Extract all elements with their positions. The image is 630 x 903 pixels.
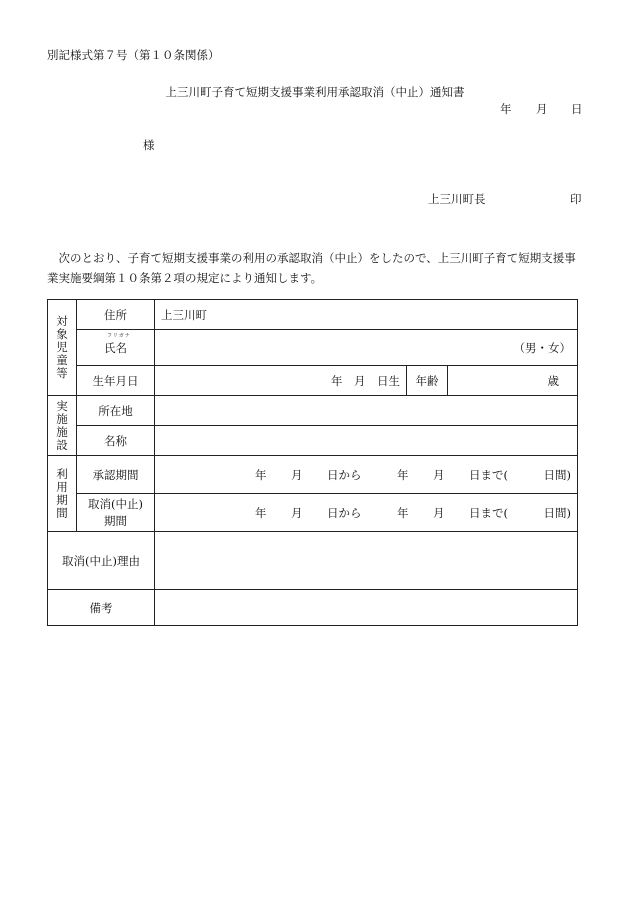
date-month: 月 bbox=[536, 102, 548, 116]
name-label: フリガナ 氏名 bbox=[104, 332, 131, 355]
table-row bbox=[48, 426, 578, 456]
table-row bbox=[48, 456, 578, 494]
address-label: 住所 bbox=[77, 300, 155, 330]
table-row bbox=[48, 396, 578, 426]
seal-mark: 印 bbox=[570, 192, 582, 206]
address-field[interactable]: 上三川町 bbox=[155, 300, 578, 330]
document-title: 上三川町子育て短期支援事業利用承認取消（中止）通知書 bbox=[165, 85, 465, 99]
table-row bbox=[48, 300, 578, 330]
table-row bbox=[48, 532, 578, 590]
table-row bbox=[48, 590, 578, 626]
reason-label: 取消(中止)理由 bbox=[48, 532, 155, 590]
group-target-label: 対 象 児 童 等 bbox=[48, 300, 77, 396]
name-field[interactable] bbox=[155, 330, 578, 366]
table-row bbox=[48, 366, 578, 396]
location-field[interactable] bbox=[155, 396, 578, 426]
date-year: 年 bbox=[500, 102, 512, 116]
approval-period-units: 年 月 日から 年 月 日まで( 日間) bbox=[255, 467, 571, 482]
form-label: 別記様式第７号（第１０条関係） bbox=[47, 48, 220, 62]
cancel-period-label: 取消(中止) 期間 bbox=[77, 494, 155, 532]
table-row bbox=[48, 494, 578, 532]
age-unit: 歳 bbox=[547, 373, 559, 388]
reason-field[interactable] bbox=[155, 532, 578, 590]
remarks-label: 備考 bbox=[48, 590, 155, 626]
sex-choice: （男・女） bbox=[513, 340, 571, 355]
cancel-period-field[interactable] bbox=[155, 494, 578, 532]
location-label: 所在地 bbox=[77, 396, 155, 426]
birth-units: 年 月 日生 bbox=[331, 373, 400, 388]
approval-period-label: 承認期間 bbox=[77, 456, 155, 494]
notice-table bbox=[47, 299, 578, 626]
approval-period-field[interactable] bbox=[155, 456, 578, 494]
facility-name-label: 名称 bbox=[77, 426, 155, 456]
birth-field[interactable] bbox=[155, 366, 407, 396]
remarks-field[interactable] bbox=[155, 590, 578, 626]
date-day: 日 bbox=[571, 102, 583, 116]
addressee-suffix: 様 bbox=[143, 138, 155, 152]
age-field[interactable] bbox=[448, 366, 578, 396]
table-row bbox=[48, 330, 578, 366]
cancel-period-units: 年 月 日から 年 月 日まで( 日間) bbox=[255, 505, 571, 520]
birth-label: 生年月日 bbox=[77, 366, 155, 396]
issuer: 上三川町長 bbox=[428, 192, 486, 206]
body-text: 次のとおり、子育て短期支援事業の利用の承認取消（中止）をしたので、上三川町子育て短期支援事業実施要綱第１０条第２項の規定により通知します。 bbox=[47, 251, 576, 285]
name-label-cell bbox=[77, 330, 155, 366]
age-label: 年齢 bbox=[407, 366, 448, 396]
group-period-label: 利 用 期 間 bbox=[48, 456, 77, 532]
furigana-label: フリガナ bbox=[107, 332, 131, 339]
facility-name-field[interactable] bbox=[155, 426, 578, 456]
group-facility-label: 実 施 施 設 bbox=[48, 396, 77, 456]
